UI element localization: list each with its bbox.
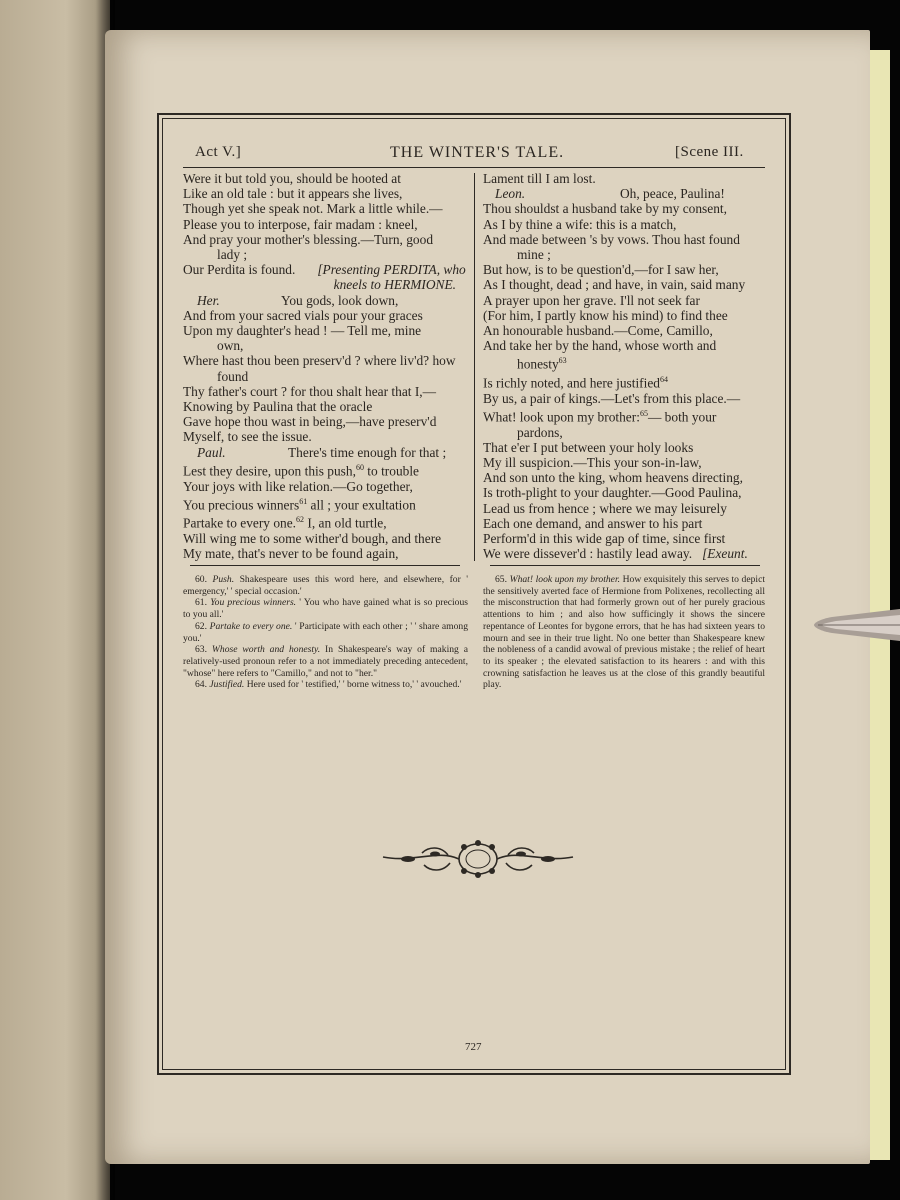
footnote xyxy=(183,621,468,644)
verse-line: And made between 's by vows. Thou hast found xyxy=(483,231,740,247)
footnote-text: Here used for ' testified,' ' borne witness to,' ' avouched.' xyxy=(244,679,462,691)
verse-line: A prayer upon her grave. I'll not seek far xyxy=(483,292,700,308)
verse-line: Perform'd in this wide gap of time, since first xyxy=(483,531,726,547)
verse-text: — both your xyxy=(647,409,717,425)
verse-line: Upon my daughter's head ! — Tell me, mine xyxy=(183,323,422,339)
verse-line: My mate, that's never to be found again, xyxy=(183,546,399,562)
verse-line: An honourable husband.—Come, Camillo, xyxy=(483,323,713,339)
footnote xyxy=(183,644,468,679)
play-text-left-column xyxy=(183,171,470,561)
verse-line xyxy=(183,460,470,479)
verse-line: My ill suspicion.—This your son-in-law, xyxy=(483,455,702,471)
footnote-term: Partake to every one. xyxy=(209,620,293,632)
verse-line-turnover: own, xyxy=(217,338,244,354)
floral-wreath-ornament-icon xyxy=(378,833,578,885)
speaker-name: Leon. xyxy=(495,186,526,202)
footnote-ref: 60 xyxy=(355,462,364,472)
footnote-ref: 62 xyxy=(296,515,305,525)
footnote-number: 61. xyxy=(195,597,207,609)
verse-text: What! look upon my brother: xyxy=(483,409,640,425)
verse-line: Will wing me to some wither'd bough, and there xyxy=(183,531,442,547)
footnote-rule-left xyxy=(190,565,460,566)
verse-text: Partake to every one. xyxy=(183,515,297,531)
verse-line: And pray your mother's blessing.—Turn, good xyxy=(183,231,434,247)
page-number: 727 xyxy=(465,1041,482,1053)
verse-line-turnover: found xyxy=(217,368,249,384)
verse-line xyxy=(483,372,765,391)
verse-line-turnover: lady ; xyxy=(217,247,248,263)
running-head-scene: [Scene III. xyxy=(675,144,744,160)
footnote-ref: 61 xyxy=(299,496,308,506)
verse-text: all ; your exultation xyxy=(307,497,416,513)
verse-text: There's time enough for that ; xyxy=(288,444,447,460)
verse-line: That e'er I put between your holy looks xyxy=(483,439,694,455)
verse-line-turnover xyxy=(483,353,765,372)
footnote-text: ' You who have gained what is so precious to you all.' xyxy=(183,597,468,621)
verse-line: Your joys with like relation.—Go together, xyxy=(183,478,413,494)
footnote xyxy=(183,679,468,691)
verse-text: Is richly noted, and here justified xyxy=(483,375,661,391)
footnote xyxy=(183,597,468,620)
verse-line: But how, is to be question'd,—for I saw her, xyxy=(483,262,719,278)
verse-text: We were dissever'd : hastily lead away. xyxy=(483,546,693,562)
footnote-ref: 65 xyxy=(639,408,648,418)
column-divider xyxy=(474,173,475,561)
speaker-name: Paul. xyxy=(197,444,226,460)
footnote-term: Justified. xyxy=(209,679,245,691)
stage-direction: [Exeunt. xyxy=(702,546,748,562)
verse-text: You gods, look down, xyxy=(281,292,399,308)
footnote-number: 64. xyxy=(195,679,207,691)
footnotes-right xyxy=(483,574,765,691)
speech-line xyxy=(183,293,470,308)
verse-line: Lament till I am lost. xyxy=(483,171,596,186)
verse-line: Please you to interpose, fair madam : kneel, xyxy=(183,216,418,232)
verse-text: Lest they desire, upon this push, xyxy=(183,463,356,479)
speech-line xyxy=(483,186,765,201)
verse-line-turnover: pardons, xyxy=(517,424,563,440)
footnote-text: ' Participate with each other ; ' ' share among you.' xyxy=(183,620,468,644)
footnote-term: You precious winners. xyxy=(210,597,297,609)
verse-line: By us, a pair of kings.—Let's from this place.— xyxy=(483,390,741,406)
footnote-ref: 64 xyxy=(660,375,669,385)
verse-line: Where hast thou been preserv'd ? where liv'd? how xyxy=(183,353,456,369)
speech-line xyxy=(183,445,470,460)
header-rule xyxy=(183,167,765,168)
verse-text: I, an old turtle, xyxy=(304,515,387,531)
verse-line: Myself, to see the issue. xyxy=(183,429,312,445)
stage-direction: kneels to HERMIONE. xyxy=(333,277,456,293)
verse-line: Each one demand, and answer to his part xyxy=(483,515,703,531)
verse-text: Oh, peace, Paulina! xyxy=(620,186,725,202)
verse-line: As I by thine a wife: this is a match, xyxy=(483,216,677,232)
speaker-name: Her. xyxy=(197,292,220,308)
footnote-term: Push. xyxy=(212,574,235,585)
verse-line: Thy father's court ? for thou shalt hear that I,— xyxy=(183,383,437,399)
footnote-number: 63. xyxy=(195,644,207,656)
verse-text: honesty xyxy=(517,356,559,372)
running-head-act: Act V.] xyxy=(195,144,242,160)
verse-line: As I thought, dead ; and have, in vain, said many xyxy=(483,277,746,293)
footnote-number: 65. xyxy=(495,574,507,585)
verse-line: Knowing by Paulina that the oracle xyxy=(183,399,373,415)
footnote-term: Whose worth and honesty. xyxy=(211,644,321,656)
verse-line: Thou shouldst a husband take by my consent, xyxy=(483,201,727,217)
verse-line-with-direction xyxy=(183,262,470,277)
verse-text: You precious winners xyxy=(183,497,300,513)
footnote-text: How exquisitely this serves to depict the sensitively averted face of Hermione from Polixenes, recollecting all the misconstruction that had formerly grown out of her purely gracious attentions to him ; and also how sufficingly it shows the sincere repentance of Leontes for bygone errors, that he has had sixteen years to mourn and see in their true light. No one better than Shakespeare knew the nobleness of a candid avowal of previous mistake ; the relief of heart to its speaker ; the elevated satisfaction to its hearers : and with this crowning satisfaction he leaves us at the close of this grandly beautiful play. xyxy=(483,574,765,691)
verse-line-turnover: mine ; xyxy=(517,247,551,263)
verse-line xyxy=(183,512,470,531)
verse-line: Like an old tale : but it appears she lives, xyxy=(183,186,403,202)
running-head-title: THE WINTER'S TALE. xyxy=(390,144,565,161)
verse-line: And from your sacred vials pour your graces xyxy=(183,307,423,323)
footnote xyxy=(183,574,468,597)
footnotes-left xyxy=(183,574,468,691)
footnote-text: Shakespeare uses this word here, and elsewhere, for ' emergency,' ' special occasion.' xyxy=(183,574,468,597)
play-text-right-column xyxy=(483,171,765,561)
footnote-number: 62. xyxy=(195,620,207,632)
facing-page-edge xyxy=(0,0,110,1200)
metal-bookmark-icon xyxy=(812,605,900,645)
verse-line xyxy=(183,494,470,513)
verse-line: Lead us from hence ; where we may leisurely xyxy=(483,500,727,516)
footnote-number: 60. xyxy=(195,574,207,585)
verse-line: Were it but told you, should be hooted at xyxy=(183,171,401,186)
stage-direction: [Presenting PERDITA, who xyxy=(317,262,466,278)
verse-line: Is troth-plight to your daughter.—Good Paulina, xyxy=(483,485,742,501)
footnote-rule-right xyxy=(490,565,760,566)
footnote xyxy=(483,574,765,691)
footnote-text: In Shakespeare's way of making a relatively-used pronoun refer to a not immediately preceding antecedent, "whose" here refers to "Camillo," and not to "her." xyxy=(183,644,468,679)
footnote-ref: 63 xyxy=(558,356,567,366)
verse-text: to trouble xyxy=(363,463,419,479)
verse-line: Though yet she speak not. Mark a little while.— xyxy=(183,201,443,217)
verse-text: Our Perdita is found. xyxy=(183,262,296,278)
verse-line: (For him, I partly know his mind) to find thee xyxy=(483,307,728,323)
verse-line: And take her by the hand, whose worth and xyxy=(483,338,717,354)
verse-line: Gave hope thou wast in being,—have preserv'd xyxy=(183,414,437,430)
verse-line: And son unto the king, whom heavens directing, xyxy=(483,470,743,486)
verse-line-with-exit xyxy=(483,546,765,561)
verse-line xyxy=(483,406,765,425)
footnote-term: What! look upon my brother. xyxy=(509,574,621,585)
